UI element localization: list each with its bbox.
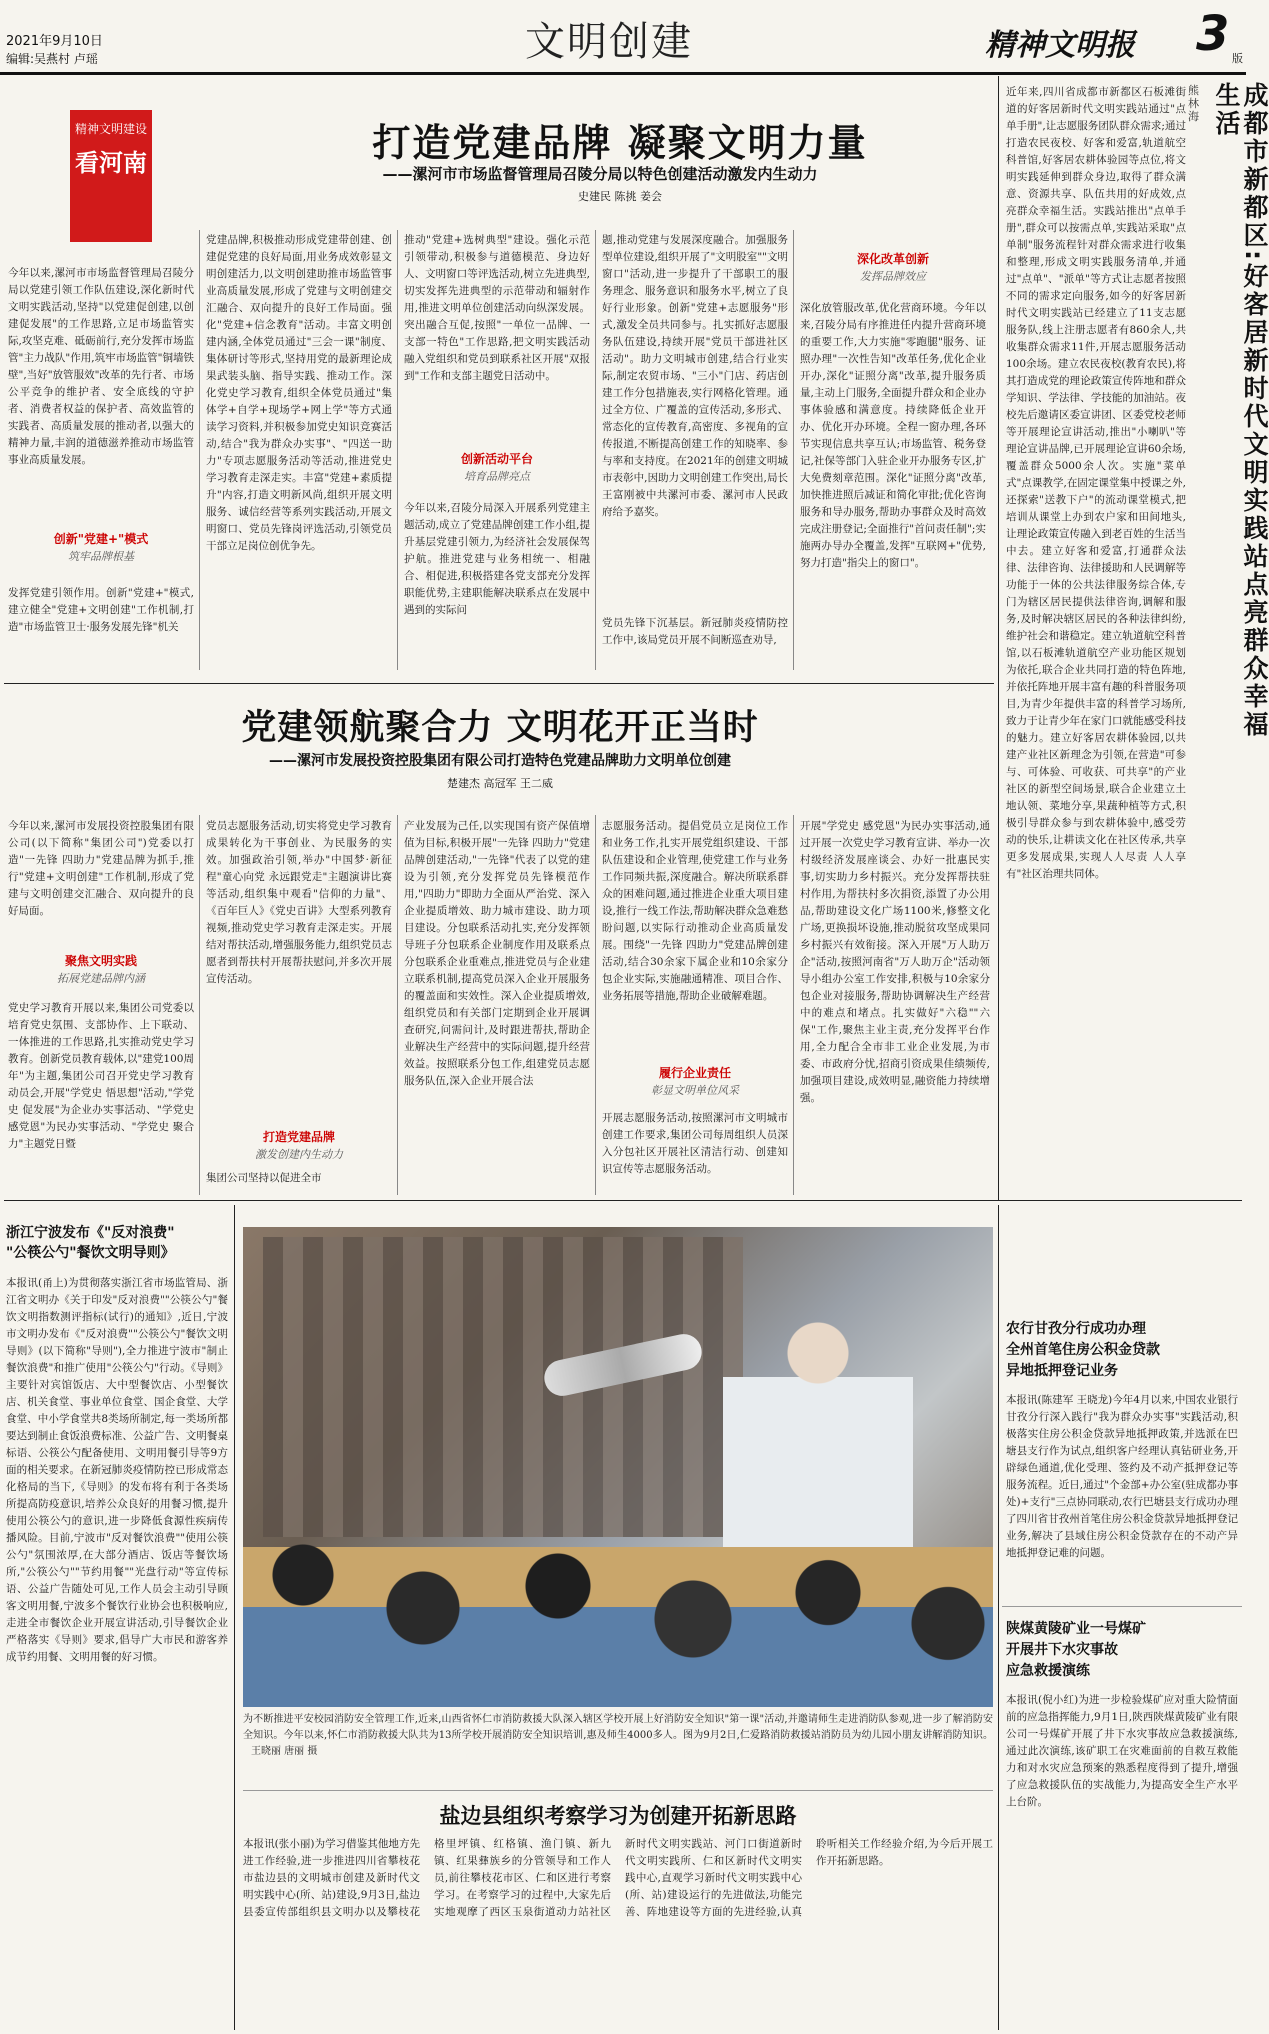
article1-col4b: 党员先锋下沉基层。新冠肺炎疫情防控工作中,该局党员开展不间断巡查劝导, [602, 617, 788, 646]
firefighter-photo [243, 1227, 993, 1705]
left-article-title-1: 浙江宁波发布《"反对浪费" [6, 1225, 175, 1241]
page-number: 3 [1196, 6, 1230, 62]
right-article2-title-1: 陕煤黄陵矿业一号煤矿 [1006, 1621, 1146, 1637]
badge-line1: 精神文明建设 [74, 122, 147, 136]
article1-title: 打造党建品牌 凝聚文明力量 [372, 121, 868, 165]
article1-col3-subhead-b: 培育品牌亮点 [464, 470, 530, 483]
sidebar-body: 近年来,四川省成都市新都区石板滩街道的好客居新时代文明实践站通过"点单手册",让志愿服务团队群众需求;通过打造农民夜校、好客和爱富,轨道航空科普馆,好客居农耕体验园等点位,将文明实践延伸到群众身边,取得了群众满意、资源共享、队伍共用的好成效,点亮群众幸福生活。实践站推出"点单手册",群众可以按需点单,实践站采取"点单制"服务流程针对群众需求进行收集和整理,形成文明实践服务清单,并通过"点单"、"派单"等方式让志愿者按照不同的需求定向服务,如今的好客居新时代文明实践站已经建立了11支志愿服务队,线上注册志愿者有860余人,共收集群众需求11件,开展志愿服务活动100余场。建立农民夜校(教育农民),将其打造成党的理论政策宣传阵地和群众学知识、学法律、学技能的加油站。夜校先后邀请区委宣讲团、区委党校老师等开展理论宣讲活动,推出"小喇叭"等理论宣讲品牌,已开展理论宣讲60余场,覆盖群众5000余人次。实施"菜单式"点课教学,在固定课堂集中授课之外,还探索"送教下户"的流动课堂模式,把培训从课堂上办到农户家和田间地头,让理论政策宣传融入到老百姓的生活当中去。建立好客和爱富,打通群众法律、法律咨询、法律援助和人民调解等功能于一体的公共法律服务综合体,专门为辖区居民提供法律咨询,调解和服务,及时解决辖区居民的各种法律纠纷,维护社会和谐稳定。建立轨道航空科普馆,以石板滩轨道航空产业功能区规划为依托,联合企业共同打造的特色阵地,并依托阵地开展丰富有趣的科普服务项目,为青少年提供丰富的科普学习场所,致力于让青少年在家门口就能感受科技的魅力。建立好客居农耕体验园,以共建产业社区新理念为引领,在营造"可参与、可体验、可收获、可共享"的产业社区的新型空间场景,联合企业建立土地认领、菜地分享,果蔬种植等方式,积极引导群众参与到农耕体验中,感受劳动的快乐,让耕读文化在社区传承,共享更多发展成果,实现人人尽责 人人享有"社区治理共同体。 [1006, 86, 1186, 880]
masthead [0, 0, 1246, 72]
issue-date: 2021年9月10日 [6, 34, 103, 49]
right-article2-body: 本报讯(倪小红)为进一步检验煤矿应对重大险情面前的应急指挥能力,9月1日,陕西陕煤黄陵矿业有限公司一号煤矿开展了井下水灾事故应急救援演练,通过此次演练,该矿职工在灾难面前的自救互救能力和对水灾应急预案的熟悉程度得到了提升,增强了应急救援队伍的实战能力,为提高安全生产水平上台阶。 [1006, 1694, 1238, 1808]
bottom-article-title: 盐边县组织考察学习为创建开拓新思路 [439, 1804, 797, 1828]
article2-col4b: 开展志愿服务活动,按照漯河市文明城市创建工作要求,集团公司每周组织人员深入分包社区开展社区清洁行动、创建知识宣传等志愿服务活动。 [602, 1112, 788, 1175]
right-article2-title-3: 应急救援演练 [1006, 1663, 1090, 1679]
article2-col4-subhead: 履行企业责任 [658, 1066, 731, 1080]
photo-credit: 王晓丽 唐丽 摄 [251, 1746, 318, 1757]
right-article2-title-2: 开展井下水灾事故 [1006, 1642, 1118, 1658]
right-article-divider [1002, 1606, 1242, 1607]
badge-line2: 看河南 [75, 149, 147, 177]
article2-title: 党建领航聚合力 文明花开正当时 [241, 708, 759, 748]
children-figures [243, 1487, 993, 1707]
badge [70, 110, 152, 242]
article2-col1b: 党史学习教育开展以来,集团公司党委以培育党史氛围、支部协作、上下联动、一体推进的工作思路,扎实推动党史学习教育。创新党员教育载体,以"建党100周年"为主题,集团公司召开党史学习教育动员会,开展"学党史 悟思想"活动,"学党史 促发展"为企业办实事活动、"学党史 感党恩"为民办实事活动、"学党史 聚合力"主题党日暨 [8, 1002, 194, 1150]
sidebar-rule [998, 76, 999, 1200]
article2-col4-subhead-b: 彰显文明单位风采 [651, 1084, 739, 1097]
right-article1-body: 本报讯(陈建军 王晓龙)今年4月以来,中国农业银行甘孜分行深入践行"我为群众办实事"实践活动,积极落实住房公积金贷款异地抵押政策,并选派在巴塘县支行作为试点,组织客户经理认真钻研业务,开辟绿色通道,优化受理、签约及不动产抵押登记等服务流程。近日,通过"个金部+办公室(驻成都办事处)+支行"三点协同联动,农行巴塘县支行成功办理了四川省甘孜州首笔住房公积金贷款异地抵押登记业务,解决了县域住房公积金贷款存在的不动产异地抵押登记难的问题。 [1006, 1394, 1238, 1559]
col-rule [397, 230, 398, 670]
article1-col5: 深化放管服改革,优化营商环境。今年以来,召陵分局有序推进任内提升营商环境的重要工作,大力实施"零跑腿"服务、证照办理"一次性告知"改革任务,优化企业开办,深化"证照分离"改革,提升服务质量,主动上门服务,全面提升群众和企业办事体验感和满意度。持续降低企业开办、优化开办环境。全程一窗办理,各环节实现信息共享互认;市场监管、税务登记,社保等部门入驻企业开办服务专区,扩大免费刻章范围。深化"证照分离"改革,加快推进照后减证和简化审批;优化咨询服务和导办服务,帮助办事群众及时高效完成注册登记;全面推行"首问责任制";实施两办导办全覆盖,发挥"互联网+"优势,努力打造"指尖上的窗口"。 [800, 302, 986, 569]
article2-col1: 今年以来,漯河市发展投资控股集团有限公司(以下简称"集团公司")党委以打造"一先锋 四助力"党建品牌为抓手,推行"党建+文明创建"工作机制,形成了党建与文明创建交汇融合、双向提升的良好局面。 [8, 820, 194, 917]
right-article1-title-1: 农行甘孜分行成功办理 [1006, 1321, 1146, 1337]
col-rule [595, 815, 596, 1195]
article2-col2: 党员志愿服务活动,切实将党史学习教育成果转化为干事创业、为民服务的实效。加强政治引领,举办"中国梦·新征程"童心向党 永远跟党走"主题演讲比赛等活动,组织集中观看"信仰的力量"、《百年巨人》《党史百讲》大型系列教育视频,推动党史学习教育走深走实。开展结对帮扶活动,增强服务能力,组织党员志愿者到帮扶村开展帮扶慰问,并多次开展宣传活动。 [206, 820, 392, 985]
article1-col3: 推动"党建+选树典型"建设。强化示范引领带动,积极参与道德模范、身边好人、文明窗口等评选活动,树立先进典型,切实发挥先进典型的示范带动和辐射作用,推进文明单位创建活动向纵深发展。突出融合互促,按照"一单位一品牌、一支部一特色"工作思路,把文明实践活动融入党组织和党员到联系社区开展"双报到"工作和支部主题党日活动中。 [404, 234, 590, 382]
article2-col3: 产业发展为己任,以实现国有资产保值增值为目标,积极开展"一先锋 四助力"党建品牌创建活动,"一先锋"代表了以党的建设为引领,充分发挥党员先锋模范作用,"四助力"即助力全面从严治党、深入企业提质增效、助力城市建设、助力项目建设。分包联系活动扎实,充分发挥领导班子分包联系企业制度作用及联系点分包联系企业重难点,推进党员与企业建立联系机制,提高党员深入企业开展服务的覆盖面和实效性。深入企业提质增效,组织党员和有关部门定期到企业开展调查研究,问需问计,及时跟进帮扶,帮助企业解决生产经营中的实际问题,提升经营效益。按照联系分包工作,组建党员志愿服务队伍,深入企业开展合法 [404, 820, 590, 1087]
right-article1-title-2: 全州首笔住房公积金贷款 [1006, 1342, 1160, 1358]
col-rule [793, 815, 794, 1195]
right-lower-rule [998, 1205, 999, 2030]
article2-col1-subhead: 聚焦文明实践 [64, 954, 137, 968]
page-suffix: 版 [1232, 52, 1243, 65]
section-title: 文明创建 [525, 19, 693, 65]
left-article-rule [234, 1205, 235, 2030]
col-rule [199, 230, 200, 670]
article2-col5: 开展"学党史 感党恩"为民办实事活动,通过开展一次党史学习教育宣讲、举办一次村级经济发展座谈会、办好一批惠民实事,切实助力乡村振兴。充分发挥帮扶驻村作用,为帮扶村多次捐资,添置了办公用品,帮助建设文化广场1100米,修整文化广场,更换损坏设施,推动脱贫攻坚成果同乡村振兴有效衔接。深入开展"万人助万企"活动,按照河南省"万人助万企"活动领导小组办公室工作安排,积极与10余家分包企业对接服务,帮助协调解决生产经营中的难点和堵点。扎实做好"六稳""六保"工作,聚焦主业主责,充分发挥平台作用,全力配合全市非工业企业发展,为市委、市政府分忧,招商引资成果佳绩频传,加强项目建设,成效明显,融资能力持续增强。 [800, 820, 990, 1104]
bottom-article-body: 本报讯(张小丽)为学习借鉴其他地方先进工作经验,进一步推进四川省攀枝花市盐边县的文明城市创建及新时代文明实践中心(所、站)建设,9月3日,盐边县委宣传部组织县文明办以及攀枝花格里坪镇、红格镇、渔门镇、新九镇、红果彝族乡的分管领导和工作人员,前往攀枝花市区、仁和区进行考察学习。在考察学习的过程中,大家先后实地观摩了西区玉泉街道动力站社区新时代文明实践站、河门口街道新时代文明实践所、仁和区新时代文明实践中心,直观学习新时代文明实践中心(所、站)建设运行的先进做法,功能完善、阵地建设等方面的先进经验,认真聆听相关工作经验介绍,为今后开展工作开拓新思路。 [243, 1838, 993, 1918]
col-rule [595, 230, 596, 670]
left-article-body: 本报讯(甬上)为贯彻落实浙江省市场监管局、浙江省文明办《关于印发"反对浪费""公筷公勺"餐饮文明指数测评指标(试行)的通知》,近日,宁波市文明办发布《"反对浪费""公筷公勺"餐饮文明导则》(以下简称"导则"),全力推进宁波市"制止餐饮浪费"和推广使用"公筷公勺"行动。《导则》主要针对宾馆饭店、大中型餐饮店、小型餐饮店、机关食堂、事业单位食堂、国企食堂、大学食堂、中小学食堂共8类场所制定,每一类场所都要达到制止食饭浪费标准、公益广告、文明餐桌标语、公筷公勺配备使用、文明用餐引导等9方面的相关要求。在新冠肺炎疫情防控已形成常态化格局的当下,《导则》的发布将有利于各类场所提高防疫意识,培养公众良好的用餐习惯,提升使用公筷公勺的意识,进一步降低食源性疾病传播风险。目前,宁波市"反对餐饮浪费""使用公筷公勺"氛围浓厚,在大部分酒店、饭店等餐饮场所,"公筷公勺""节约用餐""光盘行动"等宣传标语、公益广告随处可见,工作人员会主动引导顾客文明用餐,宁波多个餐饮行业协会也积极响应,走进全市餐饮企业开展宣讲活动,引导餐饮企业严格落实《导则》要求,倡导广大市民和游客养成节约用餐、文明用餐的好习惯。 [6, 1277, 228, 1663]
article1-byline: 史建民 陈挑 姜会 [578, 190, 662, 203]
left-article-title-2: "公筷公勺"餐饮文明导则》 [6, 1245, 175, 1261]
photo-caption-text: 为不断推进平安校园消防安全管理工作,近来,山西省怀仁市消防救援大队深入辖区学校开展上好消防安全知识"第一课"活动,并邀请师生走进消防队参观,进一步了解消防安全知识。今年以来,怀仁市消防救援大队共为13所学校开展消防安全知识培训,惠及师生4000多人。图为9月2日,仁爱路消防救援站消防员为幼儿园小朋友讲解消防知识。 [243, 1714, 993, 1741]
article2-col2-subhead-b: 激发创建内生动力 [255, 1148, 343, 1161]
article2-col2-subhead: 打造党建品牌 [262, 1130, 335, 1144]
article1-col3-subhead: 创新活动平台 [460, 452, 533, 466]
article1-col1: 今年以来,漯河市市场监督管理局召陵分局以党建引领工作队伍建设,深化新时代文明实践活动,坚持"以党建促创建,以创建促发展"的工作思路,立足市场监管实际,攻坚克难、砥砺前行,充分发挥市场监管"主力战队"作用,筑牢市场监管"铜墙铁壁",当好"放管服效"改革的先行者、市场公平竞争的维护者、安全底线的守护者、消费者权益的保护者、高效监管的实践者、高质量发展的推动者,以强大的精神力量,丰润的道德滋养推动市场监管事业高质量发展。 [8, 267, 194, 466]
sidebar-title: 成都市新都区:好客居新时代文明实践站点亮群众幸福生活 [1212, 82, 1269, 739]
article2-col4: 志愿服务活动。提倡党员立足岗位工作和业务工作,扎实开展党组织建设、干部队伍建设和企业管理,使党建工作与业务工作同频共振,深度融合。解决所联系群众的困难问题,通过推进企业重大项目建设,推行一线工作法,帮助解决群众急难愁盼问题,以实际行动推动企业高质量发展。围绕"一先锋 四助力"党建品牌创建活动,结合30余家下属企业和10余家分包企业实际,实施融通精准、项目合作、业务拓展等措施,帮助企业破解难题。 [602, 820, 788, 1002]
article1-col3b: 今年以来,召陵分局深入开展系列党建主题活动,成立了党建品牌创建工作小组,提升基层党建引领力,为经济社会发展保驾护航。推进党建与业务相统一、相融合、相促进,积极搭建各党支部充分发挥职能优势,主建职能解决联系点在发展中遇到的实际问 [404, 502, 590, 616]
article1-col1b: 发挥党建引领作用。创新"党建+"模式,建立健全"党建+文明创建"工作机制,打造"市场监管卫士·服务发展先锋"机关 [8, 587, 194, 633]
article1-col1-subhead-b: 筑牢品牌根基 [68, 550, 134, 563]
article2-subtitle: ——漯河市发展投资控股集团有限公司打造特色党建品牌助力文明单位创建 [269, 753, 731, 769]
right-article1-title-3: 异地抵押登记业务 [1006, 1363, 1118, 1379]
article1-col4: 题,推动党建与发展深度融合。加强服务型单位建设,组织开展了"文明股室""文明窗口"活动,进一步提升了干部职工的服务理念、服务意识和服务水平,树立了良好行业形象。创新"党建+志愿服务"形式,激发全员共同参与。扎实抓好志愿服务队伍建设,持续开展"党员干部进社区活动"。助力文明城市创建,结合行业实际,制定农贸市场、"三小"门店、药店创建工作分包措施表,实行网格化管理。通过全方位、广覆盖的宣传活动,多形式、常态化的宣传教育,高密度、多视角的宣传报道,不断提高创建工作的知晓率、参与率和支持度。在2021年的创建文明城市表彰中,因助力文明创建工作突出,局长王富刚被中共漯河市委、漯河市人民政府给予嘉奖。 [602, 234, 788, 518]
article2-col2b: 集团公司坚持以促进全市 [206, 1172, 322, 1184]
article-divider [4, 683, 994, 684]
article-divider [4, 1200, 1242, 1201]
editors: 编辑:吴燕村 卢瑶 [6, 52, 98, 66]
col-rule [793, 230, 794, 670]
photo-caption [243, 1712, 993, 1760]
article2-col1-subhead-b: 拓展党建品牌内涵 [57, 972, 145, 985]
article2-byline: 楚建杰 高冠军 王二威 [447, 777, 553, 790]
paper-name: 精神文明报 [985, 28, 1135, 63]
col-rule [397, 815, 398, 1195]
sidebar-byline: 熊林海 [1188, 84, 1199, 123]
article1-col1-subhead: 创新"党建+"模式 [53, 532, 149, 546]
masthead-rule [0, 72, 1246, 75]
bottom-article-divider [243, 1790, 993, 1791]
col-rule [199, 815, 200, 1195]
article1-subtitle: ——漯河市市场监督管理局召陵分局以特色创建活动激发内生动力 [382, 165, 818, 183]
article1-col5-subhead: 深化改革创新 [856, 252, 929, 266]
article1-col2: 党建品牌,积极推动形成党建带创建、创建促党建的良好局面,用业务成效彰显文明创建活力,以文明创建助推市场监管事业高质量发展,形成了党建与文明创建交汇融合、双向提升的良好工作局面。强化"党建+信念教育"活动。丰富文明创建内涵,全体党员通过"三会一课"制度、集体研讨等形式,坚持用党的最新理论成果武装头脑、指导实践、推动工作。深化党史学习教育,组织全体党员通过"集体学+自学+现场学+网上学"等方式通读学习资料,并积极参加党史知识竞赛活动,结合"我为群众办实事"、"四送一助力"专项志愿服务活动等活动,推进党史学习教育走深走实。丰富"党建+素质提升"内容,打造文明新风尚,组织开展文明服务、诚信经营等系列实践活动,开展文明窗口、党员先锋岗评选活动,引领党员干部立足岗位创优争先。 [206, 234, 392, 552]
article1-col5-subhead-b: 发挥品牌效应 [860, 270, 926, 283]
